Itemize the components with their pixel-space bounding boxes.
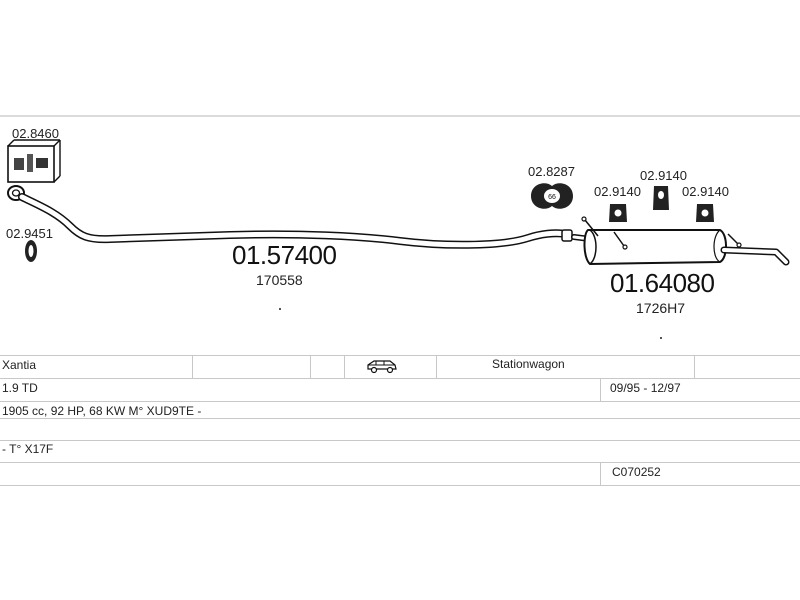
clamp-icon[interactable] bbox=[531, 183, 573, 209]
engine: 1.9 TD bbox=[2, 381, 38, 395]
vehicle-model: Xantia bbox=[2, 358, 37, 372]
front-gasket-icon[interactable] bbox=[25, 240, 37, 262]
table-line bbox=[0, 440, 800, 441]
front-gasket-code: 02.9451 bbox=[6, 226, 53, 241]
table-divider bbox=[310, 355, 311, 378]
table-divider bbox=[600, 378, 601, 401]
table-divider bbox=[344, 355, 345, 378]
marker-dot bbox=[660, 337, 662, 339]
table-line bbox=[0, 378, 800, 379]
production-period: 09/95 - 12/97 bbox=[610, 381, 681, 395]
rubber-mount-1-icon[interactable] bbox=[609, 204, 627, 222]
table-divider bbox=[192, 355, 193, 378]
mounting-kit-icon[interactable] bbox=[8, 140, 60, 182]
table-line bbox=[0, 485, 800, 486]
rear-silencer-icon[interactable] bbox=[574, 217, 786, 264]
front-pipe-ref: 170558 bbox=[256, 272, 303, 288]
engine-spec: 1905 cc, 92 HP, 68 KW M° XUD9TE - bbox=[2, 404, 202, 418]
table-line bbox=[0, 401, 800, 402]
mounting-kit-code: 02.8460 bbox=[12, 126, 59, 141]
table-divider bbox=[600, 462, 601, 485]
marker-dot bbox=[279, 308, 281, 310]
clamp-code: 02.8287 bbox=[528, 164, 575, 179]
rear-silencer-ref: 1726H7 bbox=[636, 300, 686, 316]
rubber-mount-1-code: 02.9140 bbox=[594, 184, 641, 199]
rubber-mount-3-code: 02.9140 bbox=[682, 184, 729, 199]
rear-silencer-code: 01.64080 bbox=[610, 268, 715, 298]
front-pipe-icon[interactable] bbox=[22, 197, 572, 245]
front-pipe-code: 01.57400 bbox=[232, 240, 337, 270]
rubber-mount-3-icon[interactable] bbox=[696, 204, 714, 222]
rubber-mount-2-icon[interactable] bbox=[653, 186, 669, 210]
table-divider bbox=[436, 355, 437, 378]
body-type: Stationwagon bbox=[492, 357, 565, 371]
table-divider bbox=[694, 355, 695, 378]
car-icon bbox=[366, 358, 398, 374]
type-code: - T° X17F bbox=[2, 442, 54, 456]
catalog-code: C070252 bbox=[612, 465, 661, 479]
rubber-mount-2-code: 02.9140 bbox=[640, 168, 687, 183]
svg-text:66: 66 bbox=[548, 194, 556, 201]
table-line bbox=[0, 462, 800, 463]
table-line bbox=[0, 418, 800, 419]
table-line bbox=[0, 355, 800, 356]
